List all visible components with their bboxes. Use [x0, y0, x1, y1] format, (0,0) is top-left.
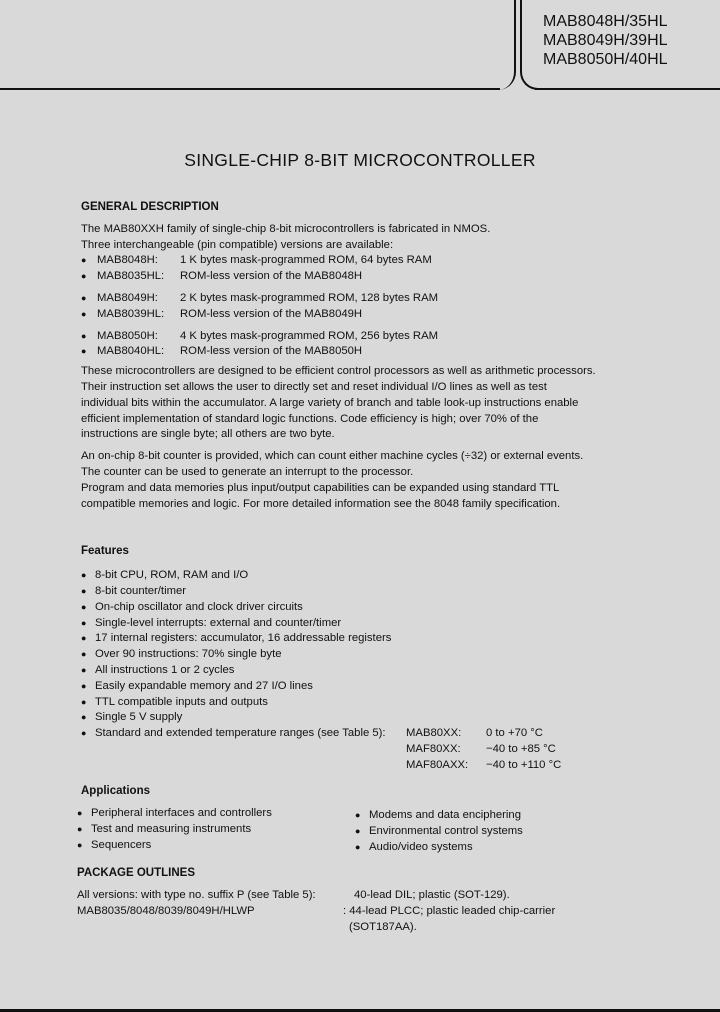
feature-text: On-chip oscillator and clock driver circuits — [95, 600, 303, 613]
bullet-icon: ● — [81, 696, 87, 707]
temperature-part: MAF80XX: — [406, 743, 461, 756]
feature-item — [81, 663, 641, 679]
version-desc: ROM-less version of the MAB8050H — [180, 345, 363, 358]
temperature-range: −40 to +110 °C — [486, 759, 562, 772]
temperature-label: Standard and extended temperature ranges (see Table 5): — [95, 727, 386, 740]
temperature-part: MAF80AXX: — [406, 759, 469, 772]
description-line: Their instruction set allows the user to directly set and reset individual I/O lines as well as test — [81, 380, 547, 393]
version-name: MAB8050H: — [97, 329, 158, 342]
bullet-icon: ● — [77, 839, 83, 850]
application-item — [77, 838, 272, 854]
feature-text: 8-bit counter/timer — [95, 584, 187, 597]
applications-left — [77, 806, 272, 853]
feature-text: All instructions 1 or 2 cycles — [95, 663, 235, 676]
feature-text: Single 5 V supply — [95, 711, 183, 724]
type-number: MAB8048H/35HL — [543, 13, 668, 30]
feature-item — [81, 710, 641, 726]
bullet-icon: ● — [77, 823, 83, 834]
package-text: : 44-lead PLCC; plastic leaded chip-carrier — [343, 904, 556, 917]
feature-text: 17 internal registers: accumulator, 16 addressable registers — [95, 632, 392, 645]
feature-item — [81, 647, 641, 663]
bullet-icon: ● — [81, 346, 87, 357]
application-text: Sequencers — [91, 838, 152, 851]
bullet-icon: ● — [81, 664, 87, 675]
version-desc: ROM-less version of the MAB8049H — [180, 307, 363, 320]
feature-item — [81, 679, 641, 695]
bullet-icon: ● — [355, 809, 361, 820]
bullet-icon: ● — [81, 271, 87, 282]
version-item — [81, 307, 641, 323]
version-desc: 4 K bytes mask-programmed ROM, 256 bytes RAM — [180, 329, 439, 342]
feature-item — [81, 584, 641, 600]
feature-text: TTL compatible inputs and outputs — [95, 695, 268, 708]
version-desc: 2 K bytes mask-programmed ROM, 128 bytes RAM — [180, 291, 439, 304]
feature-text: Easily expandable memory and 27 I/O lines — [95, 679, 313, 692]
description-line: instructions are single byte; all others are two byte. — [81, 428, 335, 441]
temperature-ranges — [81, 726, 641, 774]
bullet-icon: ● — [77, 807, 83, 818]
package-text: (SOT187AA). — [349, 920, 417, 933]
applications-heading: Applications — [81, 785, 151, 798]
version-item — [81, 344, 641, 360]
version-item — [81, 269, 641, 285]
description-line: individual bits within the accumulator. A large variety of branch and table look-up instructions enable — [81, 396, 579, 409]
package-text: MAB8035/8048/8039/8049H/HLWP — [77, 904, 255, 917]
feature-text: Over 90 instructions: 70% single byte — [95, 648, 282, 661]
bullet-icon: ● — [81, 601, 87, 612]
application-text: Modems and data enciphering — [369, 808, 521, 821]
header-line-left — [0, 88, 500, 90]
intro-line: Three interchangeable (pin compatible) versions are available: — [81, 238, 394, 251]
version-name: MAB8035HL: — [97, 270, 165, 283]
package-text: All versions: with type no. suffix P (see Table 5): — [77, 888, 316, 901]
feature-item — [81, 631, 641, 647]
application-item — [355, 824, 523, 840]
package-outlines-heading: PACKAGE OUTLINES — [77, 866, 195, 879]
feature-text: Single-level interrupts: external and counter/timer — [95, 616, 342, 629]
description-line: Program and data memories plus input/output capabilities can be expanded using standard TTL — [81, 481, 560, 494]
description-line: These microcontrollers are designed to be efficient control processors as well as arithmetic processors. — [81, 365, 596, 378]
version-item — [81, 291, 641, 307]
bullet-icon: ● — [81, 633, 87, 644]
bullet-icon: ● — [81, 570, 87, 581]
type-numbers — [543, 12, 668, 69]
temperature-range: −40 to +85 °C — [486, 743, 556, 756]
type-number: MAB8049H/39HL — [543, 32, 668, 49]
bullet-icon: ● — [81, 712, 87, 723]
bullet-icon: ● — [81, 308, 87, 319]
version-item — [81, 329, 641, 345]
feature-item — [81, 568, 641, 584]
temperature-row — [406, 742, 556, 758]
feature-item — [81, 726, 386, 742]
features-heading: Features — [81, 545, 129, 558]
header-line-right — [535, 88, 720, 90]
bullet-icon: ● — [81, 649, 87, 660]
document-title: SINGLE-CHIP 8-BIT MICROCONTROLLER — [184, 150, 536, 170]
application-item — [355, 808, 523, 824]
bullet-icon: ● — [81, 585, 87, 596]
applications-right — [355, 808, 523, 855]
feature-text: 8-bit CPU, ROM, RAM and I/O — [95, 569, 249, 582]
package-outlines — [77, 888, 641, 936]
version-desc: 1 K bytes mask-programmed ROM, 64 bytes RAM — [180, 254, 432, 267]
description-line: efficient implementation of standard logic functions. Code efficiency is high; over 70% of the — [81, 412, 539, 425]
general-description-heading: GENERAL DESCRIPTION — [81, 201, 219, 213]
bullet-icon: ● — [81, 617, 87, 628]
version-name: MAB8039HL: — [97, 307, 165, 320]
description-line: compatible memories and logic. For more detailed information see the 8048 family specification. — [81, 497, 561, 510]
package-text: 40-lead DIL; plastic (SOT-129). — [354, 888, 510, 901]
header-curve-left — [496, 0, 516, 90]
bullet-icon: ● — [81, 680, 87, 691]
feature-item — [81, 695, 641, 711]
application-text: Peripheral interfaces and controllers — [91, 806, 272, 819]
feature-item — [81, 600, 641, 616]
bullet-icon: ● — [355, 825, 361, 836]
bullet-icon: ● — [81, 292, 87, 303]
type-number: MAB8050H/40HL — [543, 51, 668, 68]
header-curve-right — [520, 60, 540, 90]
application-item — [77, 822, 272, 838]
version-desc: ROM-less version of the MAB8048H — [180, 270, 363, 283]
application-text: Environmental control systems — [369, 824, 523, 837]
application-item — [355, 840, 523, 856]
bullet-icon: ● — [81, 255, 87, 266]
temperature-part: MAB80XX: — [406, 727, 462, 740]
temperature-row — [406, 758, 561, 774]
description-line: The counter can be used to generate an interrupt to the processor. — [81, 465, 414, 478]
version-item — [81, 253, 641, 269]
application-text: Audio/video systems — [369, 840, 473, 853]
bullet-icon: ● — [81, 330, 87, 341]
application-item — [77, 806, 272, 822]
temperature-range: 0 to +70 °C — [486, 727, 543, 740]
application-text: Test and measuring instruments — [91, 822, 252, 835]
header-rule — [0, 0, 720, 90]
temperature-row — [406, 726, 543, 742]
document-body — [77, 200, 641, 936]
feature-item — [81, 616, 641, 632]
version-name: MAB8040HL: — [97, 345, 165, 358]
description-line: An on-chip 8-bit counter is provided, which can count either machine cycles (÷32) or external events. — [81, 450, 584, 463]
bullet-icon: ● — [355, 841, 361, 852]
applications-list — [77, 806, 641, 858]
bullet-icon: ● — [81, 728, 87, 739]
version-name: MAB8049H: — [97, 291, 158, 304]
intro-line: The MAB80XXH family of single-chip 8-bit microcontrollers is fabricated in NMOS. — [81, 222, 491, 235]
version-name: MAB8048H: — [97, 254, 158, 267]
